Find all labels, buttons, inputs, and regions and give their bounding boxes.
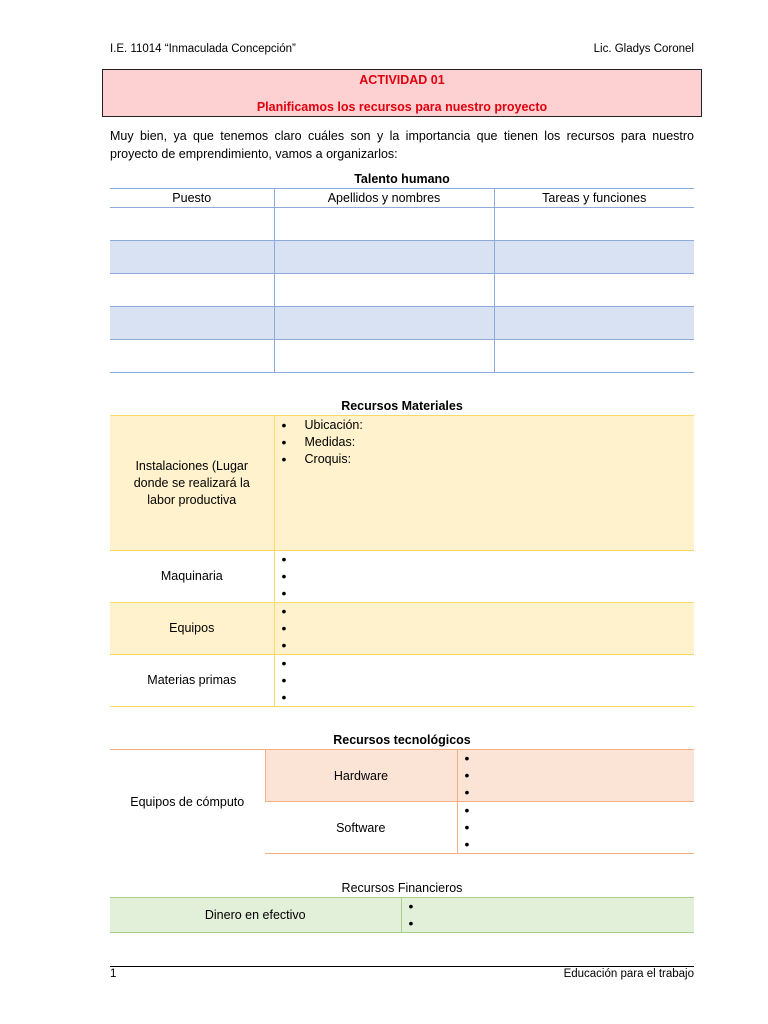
cell[interactable] bbox=[110, 340, 274, 373]
list-item: • Medidas: bbox=[305, 434, 695, 451]
equipos-cell[interactable] bbox=[274, 603, 694, 655]
software-cell[interactable] bbox=[457, 802, 694, 854]
cell[interactable] bbox=[274, 274, 494, 307]
header-institution: I.E. 11014 “Inmaculada Concepción” bbox=[110, 43, 296, 55]
intro-paragraph: Muy bien, ya que tenemos claro cuáles son y la importancia que tienen los recursos para nuestro proyecto de emprendimiento, vamos a organizarlos: bbox=[110, 129, 694, 161]
cell[interactable] bbox=[274, 241, 494, 274]
materiales-title: Recursos Materiales bbox=[341, 399, 463, 413]
cell[interactable] bbox=[494, 307, 694, 340]
cell[interactable] bbox=[274, 307, 494, 340]
table-row bbox=[110, 307, 694, 340]
instalaciones-list bbox=[275, 416, 695, 468]
col-tareas: Tareas y funciones bbox=[494, 189, 694, 208]
financieros-title: Recursos Financieros bbox=[341, 881, 463, 895]
maquinaria-label: Maquinaria bbox=[110, 551, 274, 603]
equipos-label: Equipos bbox=[110, 603, 274, 655]
cell[interactable] bbox=[274, 208, 494, 241]
cell[interactable] bbox=[110, 241, 274, 274]
page-number: 1 bbox=[110, 968, 117, 980]
materiales-table bbox=[110, 415, 694, 707]
talento-title: Talento humano bbox=[354, 172, 450, 186]
cell[interactable] bbox=[494, 274, 694, 307]
footer-subject: Educación para el trabajo bbox=[563, 968, 694, 980]
hardware-cell[interactable] bbox=[457, 750, 694, 802]
cell[interactable] bbox=[110, 208, 274, 241]
talento-header-row bbox=[110, 189, 694, 208]
list-item: • Croquis: bbox=[305, 451, 695, 468]
materias-cell[interactable] bbox=[274, 655, 694, 707]
activity-banner bbox=[102, 69, 702, 117]
cell[interactable] bbox=[494, 340, 694, 373]
header-teacher: Lic. Gladys Coronel bbox=[593, 43, 694, 55]
col-puesto: Puesto bbox=[110, 189, 274, 208]
table-row bbox=[110, 340, 694, 373]
hardware-row bbox=[110, 750, 694, 802]
list-item: • Ubicación: bbox=[305, 417, 695, 434]
maquinaria-row bbox=[110, 551, 694, 603]
materias-label: Materias primas bbox=[110, 655, 274, 707]
activity-title: ACTIVIDAD 01 bbox=[359, 73, 445, 87]
table-row bbox=[110, 274, 694, 307]
col-apellidos: Apellidos y nombres bbox=[274, 189, 494, 208]
equipos-row bbox=[110, 603, 694, 655]
activity-subtitle: Planificamos los recursos para nuestro proyecto bbox=[256, 100, 548, 114]
cell[interactable] bbox=[494, 241, 694, 274]
instalaciones-cell[interactable] bbox=[274, 416, 694, 551]
instalaciones-row bbox=[110, 416, 694, 551]
cell[interactable] bbox=[274, 340, 494, 373]
financieros-table bbox=[110, 897, 694, 933]
table-row bbox=[110, 208, 694, 241]
talento-table bbox=[110, 188, 694, 373]
dinero-cell[interactable] bbox=[401, 898, 694, 933]
software-label: Software bbox=[265, 802, 457, 854]
materias-row bbox=[110, 655, 694, 707]
equipos-computo-label: Equipos de cómputo bbox=[110, 750, 265, 854]
dinero-label: Dinero en efectivo bbox=[110, 898, 401, 933]
tecnologicos-title: Recursos tecnológicos bbox=[333, 733, 471, 747]
maquinaria-cell[interactable] bbox=[274, 551, 694, 603]
cell[interactable] bbox=[494, 208, 694, 241]
dinero-row bbox=[110, 898, 694, 933]
cell[interactable] bbox=[110, 274, 274, 307]
hardware-label: Hardware bbox=[265, 750, 457, 802]
instalaciones-label: Instalaciones (Lugar donde se realizará la labor productiva bbox=[110, 416, 274, 551]
table-row bbox=[110, 241, 694, 274]
cell[interactable] bbox=[110, 307, 274, 340]
tecnologicos-table bbox=[110, 749, 694, 854]
footer-divider bbox=[110, 966, 694, 967]
